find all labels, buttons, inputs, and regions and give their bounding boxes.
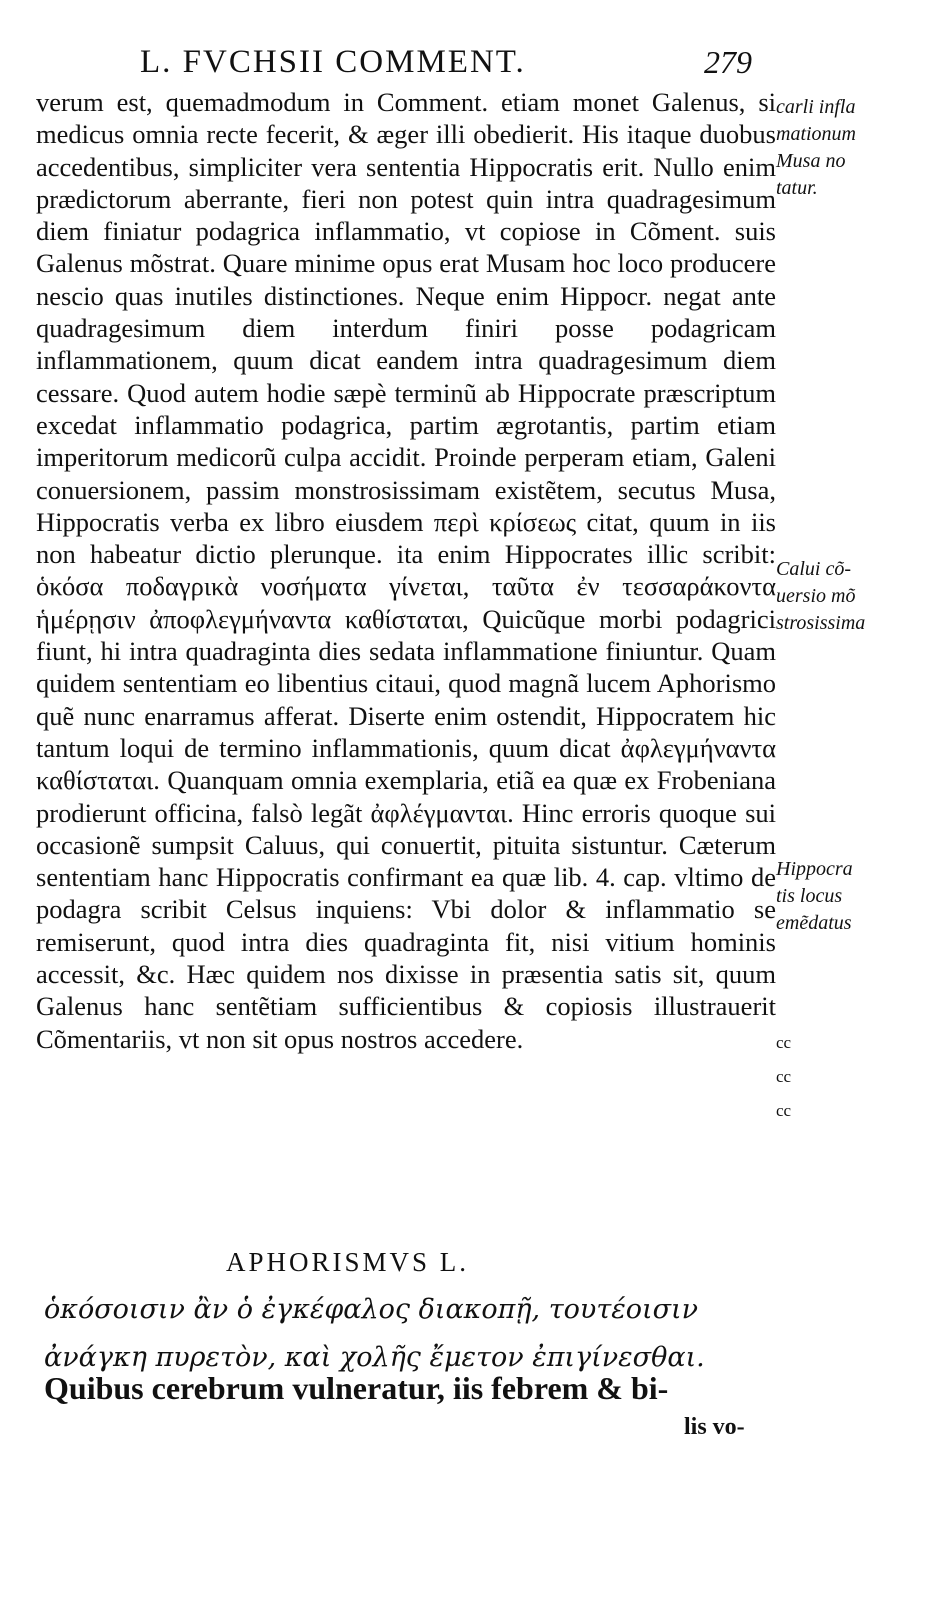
running-title: L. FVCHSII COMMENT.: [140, 44, 526, 80]
margin-note-calui: Calui cõ- uersio mõ strosissima: [776, 558, 866, 634]
quotation-marks: [776, 1026, 836, 1128]
quote-mark: cc: [776, 1033, 792, 1052]
commentary-paragraph: verum est, quemadmodum in Comment. etiam monet Galenus, si medicus omnia recte fecerit, & æger illi obedierit. His itaque duobus accedentibus, simpliciter vera sententia Hippocratis erit. Nullo enim prædictorum aberrante, fieri non potest quin intra quadragesimum diem finiatur podagrica inflammatio, vt copiose in Cõment. suis Galenus mõstrat. Quare minime opus erat Musam hoc loco producere nescio quas inutiles distinctiones. Neque enim Hippocr. negat ante quadragesimum diem interdum finiri posse podagricam inflammationem, quum dicat eandem intra quadragesimum diem cessare. Quod autem hodie sæpè terminũ ab Hippocrate præscriptum excedat inflammatio podagrica, partim ægrotantis, partim etiam imperitorum medicorũ culpa accidit. Proinde perperam etiam, Galeni conuersionem, passim monstrosissimam existẽtem, secutus Musa, Hippocratis verba ex libro eiusdem περὶ κρίσεως citat, quum in iis non habeatur dictio plerunque. ita enim Hippocrates illic scribit: ὁκόσα ποδαγρικὰ νοσήματα γίνεται, ταῦτα ἐν τεσσαράκοντα ἡμέρῃσιν ἀποφλεγμήναντα καθίσταται, Quicũque morbi podagrici fiunt, hi intra quadraginta dies sedata inflammatione finiuntur. Quam quidem sententiam eo libentius citaui, quod magnã lucem Aphorismo quẽ nunc enarramus afferat. Diserte enim ostendit, Hippocratem hic tantum loqui de termino inflammationis, quum dicat ἀφλεγμήναντα καθίσταται. Quanquam omnia exemplaria, etiã ea quæ ex Frobeniana prodierunt officina, falsò legãt ἀφλέγμανται. Hinc erroris quoque sui occasionẽ sumpsit Caluus, qui conuertit, pituita sistuntur. Cæterum sententiam hanc Hippocratis confirmant ea quæ lib. 4. cap. vltimo de podagra scribit Celsus inquiens: Vbi dolor & inflammatio se remiserunt, quod intra dies quadraginta fit, nisi vitium hominis accessit, &c. Hæc quidem nos dixisse in præsentia satis sit, quum Galenus hanc sentẽtiam sufficientibus & copiosis illustrauerit Cõmentariis, vt non sit opus nostros accedere.: [36, 87, 776, 1054]
quote-mark: cc: [776, 1101, 792, 1120]
margin-note-hippocrates: Hippocra tis locus emẽdatus: [776, 858, 853, 934]
margin-note-musa: carli infla mationum Musa no tatur.: [776, 96, 856, 199]
aphorism-heading: APHORISMVS L.: [226, 1247, 470, 1277]
aphorism-greek-text: ὁκόσοισιν ἂν ὁ ἐγκέφαλος διακοπῇ, τουτέοισιν ἀνάγκη πυρετὸν, καὶ χολῆς ἔμετον ἐπιγίνεσθαι.: [44, 1294, 705, 1373]
aphorism-latin-text: Quibus cerebrum vulneratur, iis febrem & bi-: [44, 1370, 669, 1406]
quote-mark: cc: [776, 1067, 792, 1086]
page-number: 279: [704, 44, 752, 80]
catchword: lis vo-: [684, 1414, 745, 1440]
main-text-block: [36, 86, 776, 1055]
page-header: [0, 42, 930, 82]
